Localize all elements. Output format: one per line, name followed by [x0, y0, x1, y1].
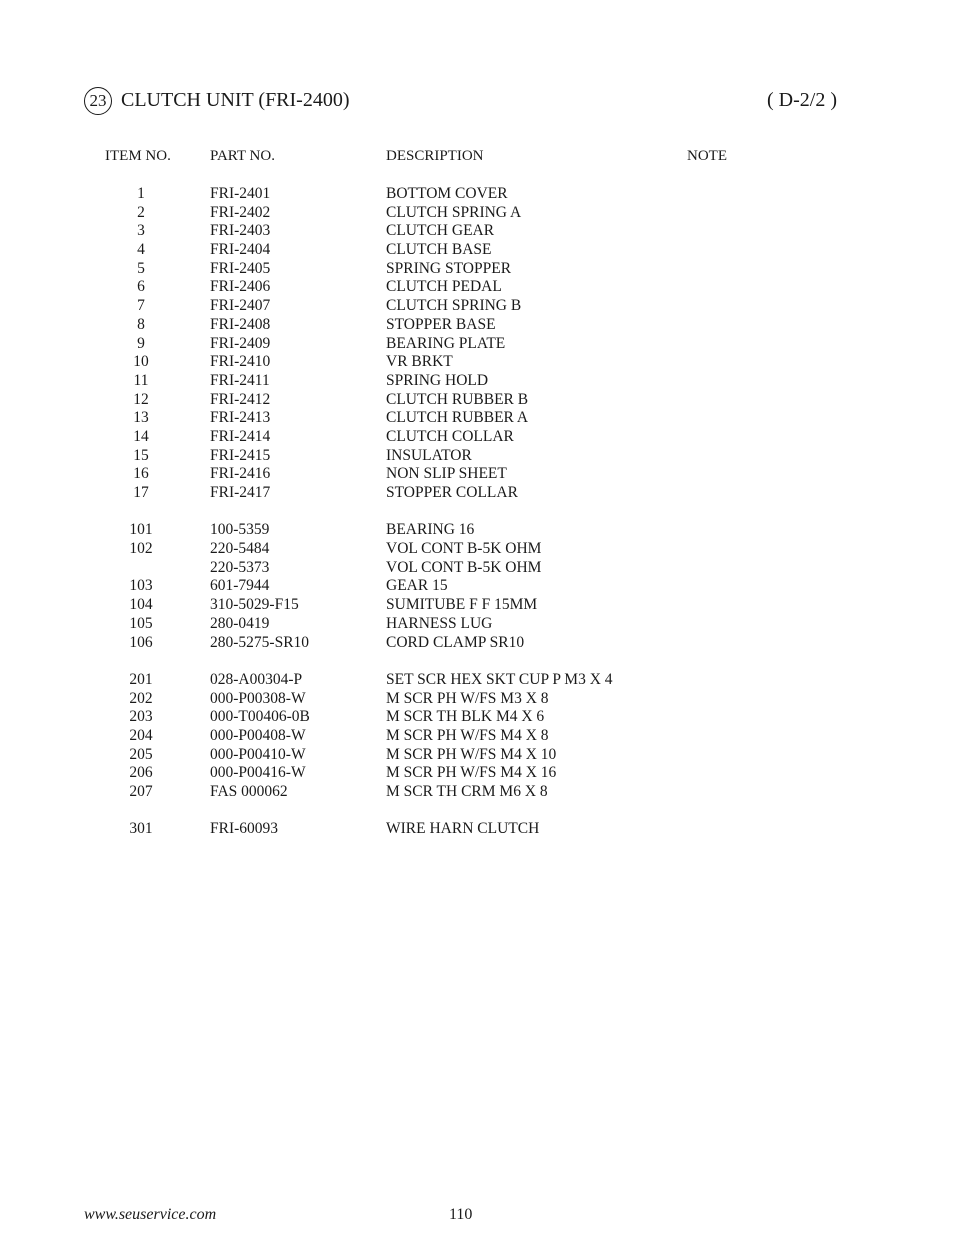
part-number: FRI-2402 — [210, 203, 271, 221]
part-number: FRI-2403 — [210, 222, 271, 240]
item-number: 4 — [137, 241, 145, 259]
parts-row — [0, 409, 954, 428]
item-number: 14 — [133, 427, 149, 445]
part-description: BOTTOM COVER — [386, 185, 508, 202]
column-header-description: DESCRIPTION — [386, 148, 484, 164]
part-description: M SCR TH BLK M4 X 6 — [386, 708, 545, 726]
parts-row — [0, 447, 954, 466]
parts-row — [0, 708, 954, 727]
item-number: 6 — [137, 278, 145, 296]
parts-row — [0, 727, 954, 746]
part-description: M SCR PH W/FS M4 X 16 — [386, 764, 557, 782]
page-number: 110 — [449, 1206, 473, 1223]
item-number: 201 — [129, 670, 153, 688]
item-number: 103 — [129, 577, 153, 595]
part-description: STOPPER COLLAR — [386, 484, 518, 501]
parts-row — [0, 428, 954, 447]
parts-row — [0, 185, 954, 204]
part-description: GEAR 15 — [386, 577, 448, 595]
item-number: 106 — [129, 633, 153, 651]
parts-row — [0, 222, 954, 241]
part-description: CLUTCH RUBBER A — [386, 409, 529, 427]
parts-row — [0, 634, 954, 653]
part-description: SPRING STOPPER — [386, 259, 512, 277]
part-description: CLUTCH PEDAL — [386, 278, 502, 296]
item-number: 16 — [133, 465, 149, 483]
item-number: 203 — [129, 708, 153, 726]
part-number: 220-5373 — [210, 558, 270, 576]
parts-row — [0, 521, 954, 540]
item-number: 101 — [129, 521, 153, 539]
column-headers — [0, 148, 954, 168]
part-description: M SCR PH W/FS M3 X 8 — [386, 689, 549, 707]
part-description: SET SCR HEX SKT CUP P M3 X 4 — [386, 670, 613, 688]
parts-row — [0, 615, 954, 634]
parts-row — [0, 372, 954, 391]
item-number: 10 — [133, 353, 149, 371]
parts-row — [0, 559, 954, 578]
parts-row — [0, 316, 954, 335]
part-description: VOL CONT B-5K OHM — [386, 558, 542, 576]
item-number: 9 — [137, 334, 145, 352]
part-description: NON SLIP SHEET — [386, 465, 507, 483]
part-description: CLUTCH COLLAR — [386, 427, 514, 445]
parts-row — [0, 746, 954, 765]
part-description: SUMITUBE F F 15MM — [386, 596, 538, 614]
part-number: FRI-2404 — [210, 241, 271, 259]
parts-row — [0, 465, 954, 484]
parts-row — [0, 241, 954, 260]
page-reference: ( D-2/2 ) — [767, 89, 837, 111]
part-description: VOL CONT B-5K OHM — [386, 540, 542, 558]
column-header-note: NOTE — [687, 148, 727, 164]
part-number: FRI-2401 — [210, 185, 271, 202]
parts-row — [0, 297, 954, 316]
parts-row — [0, 820, 954, 839]
item-number: 301 — [129, 820, 153, 838]
part-number: FRI-2409 — [210, 334, 271, 352]
item-number: 205 — [129, 745, 153, 763]
part-number: 280-5275-SR10 — [210, 633, 310, 651]
part-number: FRI-60093 — [210, 820, 279, 838]
item-number: 3 — [137, 222, 145, 240]
parts-row — [0, 391, 954, 410]
part-number: 000-P00308-W — [210, 689, 306, 707]
item-number: 105 — [129, 614, 153, 632]
part-description: STOPPER BASE — [386, 315, 496, 333]
part-number: FRI-2410 — [210, 353, 271, 371]
parts-row — [0, 540, 954, 559]
item-number: 5 — [137, 259, 145, 277]
part-description: M SCR TH CRM M6 X 8 — [386, 783, 548, 800]
item-number: 202 — [129, 689, 153, 707]
part-number: 310-5029-F15 — [210, 596, 299, 614]
item-number: 207 — [129, 783, 153, 800]
unit-number-badge: 23 — [84, 87, 112, 115]
parts-row — [0, 671, 954, 690]
part-number: FRI-2411 — [210, 371, 270, 389]
parts-row — [0, 596, 954, 615]
part-number: FRI-2412 — [210, 390, 271, 408]
item-number: 204 — [129, 726, 153, 744]
parts-row — [0, 484, 954, 503]
part-description: SPRING HOLD — [386, 371, 489, 389]
part-description: CLUTCH SPRING B — [386, 297, 522, 315]
part-description: CLUTCH GEAR — [386, 222, 495, 240]
part-description: INSULATOR — [386, 446, 472, 464]
part-number: 000-P00410-W — [210, 745, 306, 763]
part-description: HARNESS LUG — [386, 614, 493, 632]
item-number: 11 — [133, 371, 149, 389]
part-description: WIRE HARN CLUTCH — [386, 820, 540, 838]
part-number: 000-T00406-0B — [210, 708, 310, 726]
parts-row — [0, 764, 954, 783]
part-number: FRI-2415 — [210, 446, 271, 464]
item-number: 13 — [133, 409, 149, 427]
part-number: 000-P00408-W — [210, 726, 306, 744]
column-header-part-no: PART NO. — [210, 148, 275, 164]
part-description: CLUTCH RUBBER B — [386, 390, 529, 408]
part-description: M SCR PH W/FS M4 X 8 — [386, 726, 549, 744]
part-number: FRI-2416 — [210, 465, 271, 483]
part-number: FRI-2407 — [210, 297, 271, 315]
item-number: 8 — [137, 315, 145, 333]
parts-row — [0, 335, 954, 354]
footer-website: www.seuservice.com — [84, 1206, 217, 1223]
item-number: 206 — [129, 764, 153, 782]
page-header — [84, 86, 844, 118]
part-description: CLUTCH SPRING A — [386, 203, 522, 221]
column-header-item-no: ITEM NO. — [105, 148, 171, 164]
item-number: 2 — [137, 203, 145, 221]
parts-row — [0, 783, 954, 802]
item-number: 17 — [133, 484, 149, 501]
part-description: M SCR PH W/FS M4 X 10 — [386, 745, 557, 763]
part-description: CORD CLAMP SR10 — [386, 633, 525, 651]
part-number: 601-7944 — [210, 577, 270, 595]
part-number: FRI-2405 — [210, 259, 271, 277]
part-description: BEARING PLATE — [386, 334, 506, 352]
part-number: FRI-2408 — [210, 315, 271, 333]
parts-row — [0, 278, 954, 297]
part-number: 100-5359 — [210, 521, 270, 539]
item-number: 104 — [129, 596, 153, 614]
parts-row — [0, 353, 954, 372]
part-number: 028-A00304-P — [210, 670, 303, 688]
parts-row — [0, 690, 954, 709]
item-number: 15 — [133, 446, 149, 464]
part-description: CLUTCH BASE — [386, 241, 492, 259]
part-number: FRI-2414 — [210, 427, 271, 445]
part-number: 000-P00416-W — [210, 764, 306, 782]
part-number: FRI-2406 — [210, 278, 271, 296]
item-number: 1 — [137, 185, 145, 202]
part-number: FAS 000062 — [210, 783, 288, 800]
item-number: 12 — [133, 390, 149, 408]
part-number: 280-0419 — [210, 614, 270, 632]
part-description: VR BRKT — [386, 353, 453, 371]
part-number: FRI-2413 — [210, 409, 271, 427]
parts-list — [0, 185, 954, 839]
part-number: FRI-2417 — [210, 484, 271, 501]
parts-row — [0, 577, 954, 596]
part-description: BEARING 16 — [386, 521, 475, 539]
part-number: 220-5484 — [210, 540, 270, 558]
parts-row — [0, 204, 954, 223]
item-number: 7 — [137, 297, 145, 315]
item-number: 102 — [129, 540, 153, 558]
parts-row — [0, 260, 954, 279]
page-title: CLUTCH UNIT (FRI-2400) — [121, 89, 350, 111]
